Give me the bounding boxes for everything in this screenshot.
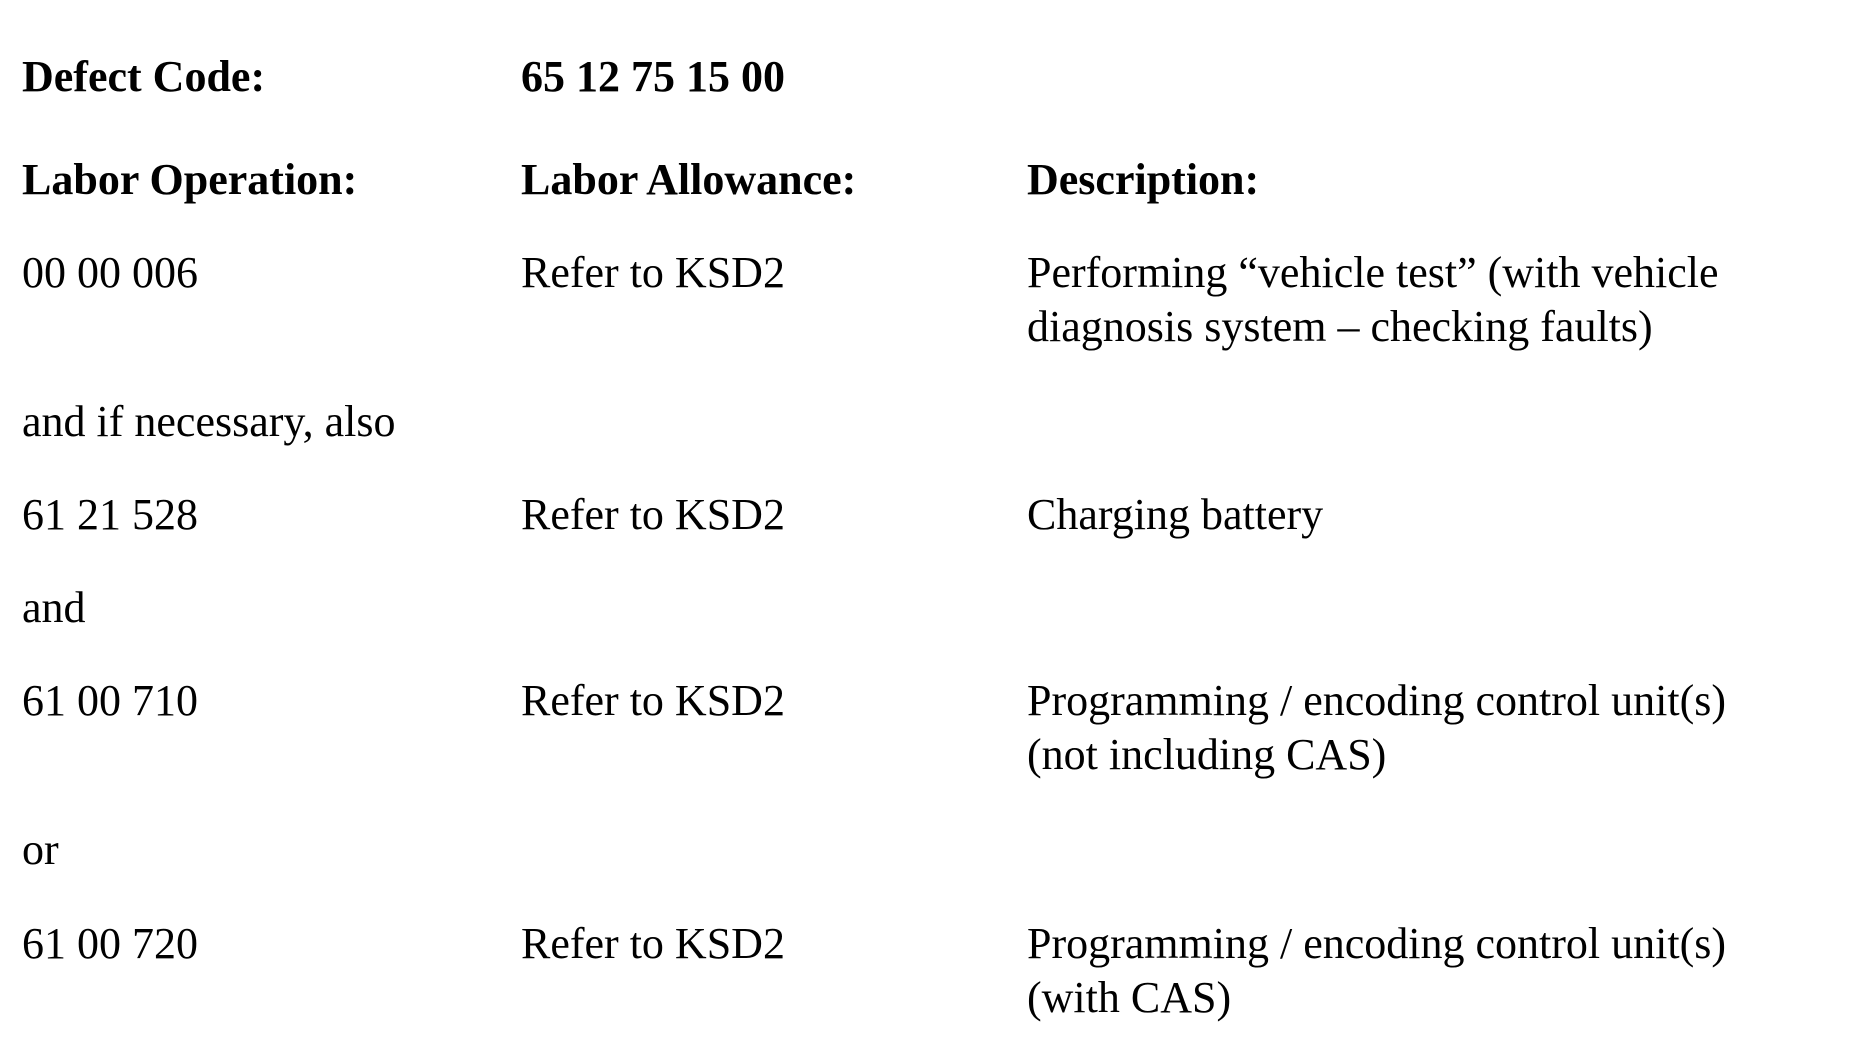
row-1-description-line-2: diagnosis system – checking faults) — [1027, 302, 1653, 351]
row-4-description-line-2: (with CAS) — [1027, 973, 1232, 1022]
connector-if-necessary: and if necessary, also — [22, 397, 396, 446]
row-2-operation: 61 21 528 — [22, 490, 198, 539]
row-4-allowance: Refer to KSD2 — [521, 919, 785, 968]
row-1-description-line-1: Performing “vehicle test” (with vehicle — [1027, 248, 1719, 297]
row-4-description — [1027, 917, 1827, 1025]
defect-code-value: 65 12 75 15 00 — [521, 52, 785, 101]
row-4-operation: 61 00 720 — [22, 919, 198, 968]
connector-or: or — [22, 825, 59, 874]
row-3-operation: 61 00 710 — [22, 676, 198, 725]
connector-and: and — [22, 583, 86, 632]
row-3-description-line-1: Programming / encoding control unit(s) — [1027, 676, 1726, 725]
header-labor-allowance: Labor Allowance: — [521, 155, 857, 204]
defect-code-label: Defect Code: — [22, 52, 266, 101]
row-3-description-line-2: (not including CAS) — [1027, 730, 1387, 779]
row-2-description: Charging battery — [1027, 490, 1324, 539]
header-description: Description: — [1027, 155, 1260, 204]
row-3-allowance: Refer to KSD2 — [521, 676, 785, 725]
header-labor-operation: Labor Operation: — [22, 155, 358, 204]
row-2-allowance: Refer to KSD2 — [521, 490, 785, 539]
row-4-description-line-1: Programming / encoding control unit(s) — [1027, 919, 1726, 968]
row-3-description — [1027, 674, 1827, 782]
row-1-description — [1027, 246, 1827, 354]
row-1-allowance: Refer to KSD2 — [521, 248, 785, 297]
row-1-operation: 00 00 006 — [22, 248, 198, 297]
